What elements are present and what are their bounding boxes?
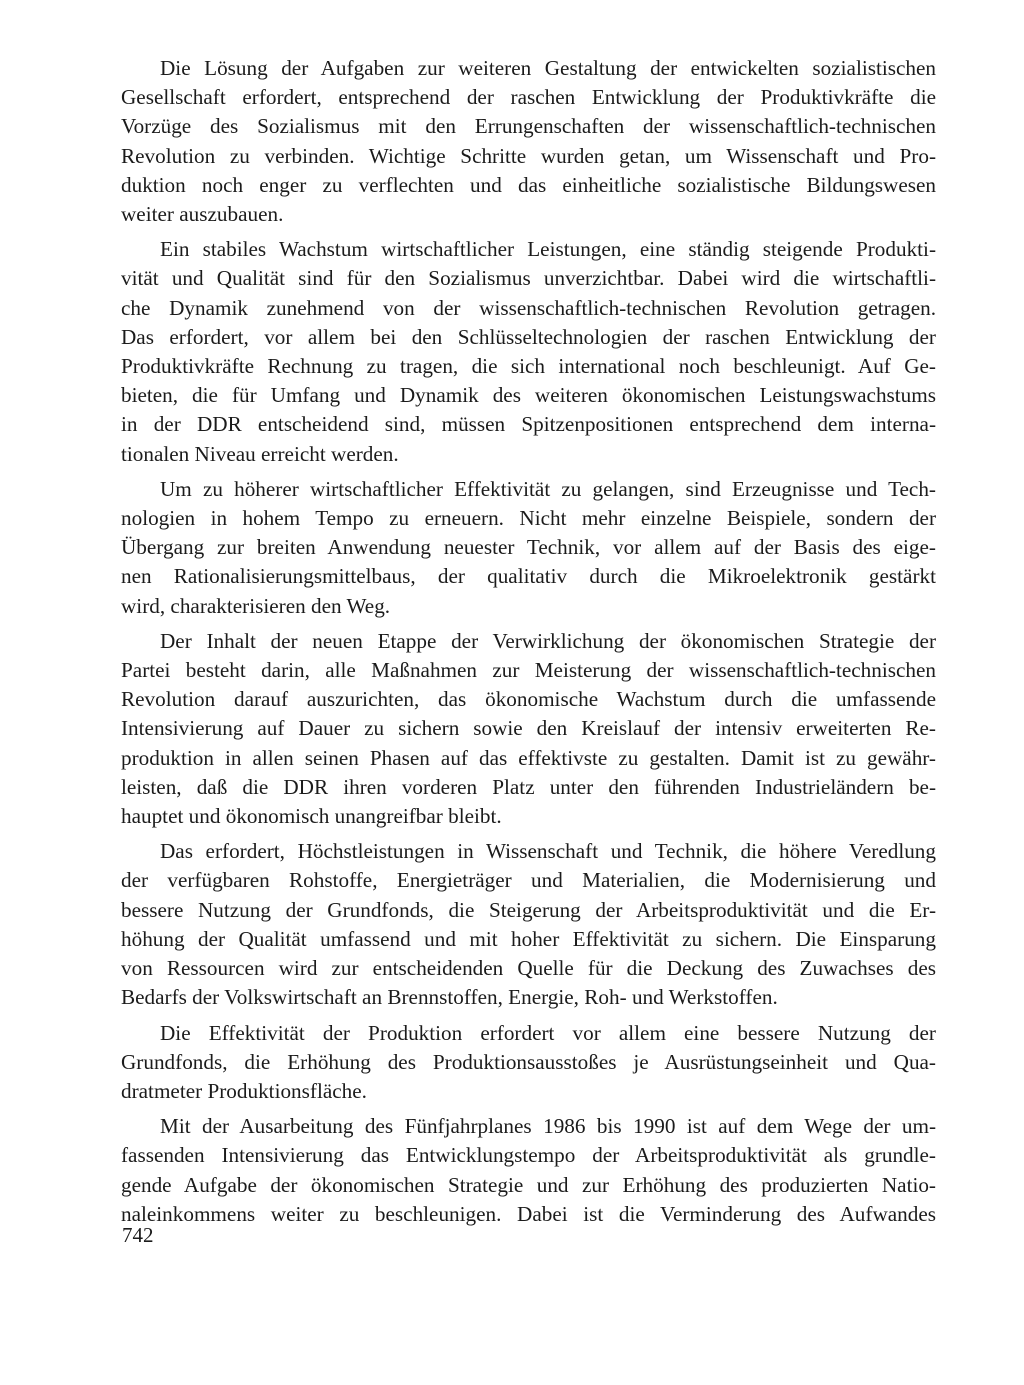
text-line: che Dynamik zunehmend von der wissenschaftlich-technischen Revolution getragen. bbox=[121, 295, 936, 320]
text-line: Vorzüge des Sozialismus mit den Errungenschaften der wissenschaftlich-technischen bbox=[121, 114, 936, 139]
text-line: duktion noch enger zu verflechten und das einheitliche sozialistische Bildungswesen bbox=[121, 172, 936, 197]
text-line: Produktivkräfte Rechnung zu tragen, die sich international noch beschleunigt. Auf Ge- bbox=[121, 354, 936, 379]
text-line: Grundfonds, die Erhöhung des Produktionsausstoßes je Ausrüstungseinheit und Qua- bbox=[121, 1049, 936, 1074]
text-line: Mit der Ausarbeitung des Fünfjahrplanes 1986 bis 1990 ist auf dem Wege der um- bbox=[160, 1114, 936, 1139]
text-line: Das erfordert, vor allem bei den Schlüsseltechnologien der raschen Entwicklung der bbox=[121, 324, 936, 349]
text-line: nen Rationalisierungsmittelbaus, der qualitativ durch die Mikroelektronik gestärkt bbox=[121, 564, 936, 589]
text-line: wird, charakterisieren den Weg. bbox=[121, 593, 391, 618]
text-line: in der DDR entscheidend sind, müssen Spitzenpositionen entsprechend dem interna- bbox=[121, 412, 936, 437]
paragraph-5 bbox=[121, 837, 936, 1012]
text-line: Gesellschaft erfordert, entsprechend der raschen Entwicklung der Produktivkräfte die bbox=[121, 85, 936, 110]
text-line: Der Inhalt der neuen Etappe der Verwirklichung der ökonomischen Strategie der bbox=[160, 628, 936, 653]
text-line: der verfügbaren Rohstoffe, Energieträger und Materialien, die Modernisierung und bbox=[121, 868, 936, 893]
paragraph-6 bbox=[121, 1019, 936, 1107]
paragraph-1 bbox=[121, 54, 936, 229]
paragraph-3 bbox=[121, 475, 936, 621]
text-line: vität und Qualität sind für den Sozialismus unverzichtbar. Dabei wird die wirtschaftli- bbox=[121, 266, 936, 291]
text-line: von Ressourcen wird zur entscheidenden Quelle für die Deckung des Zuwachses des bbox=[121, 956, 936, 981]
text-line: höhung der Qualität umfassend und mit hoher Effektivität zu sichern. Die Einsparung bbox=[121, 926, 936, 951]
text-line: Die Effektivität der Produktion erfordert vor allem eine bessere Nutzung der bbox=[160, 1020, 936, 1045]
text-line: naleinkommens weiter zu beschleunigen. Dabei ist die Verminderung des Aufwandes bbox=[121, 1201, 936, 1226]
text-line: Um zu höherer wirtschaftlicher Effektivität zu gelangen, sind Erzeugnisse und Tech- bbox=[160, 476, 936, 501]
text-line: Die Lösung der Aufgaben zur weiteren Gestaltung der entwickelten sozialistischen bbox=[160, 56, 936, 80]
text-line: leisten, daß die DDR ihren vorderen Platz unter den führenden Industrieländern be- bbox=[121, 774, 936, 799]
text-line: bessere Nutzung der Grundfonds, die Steigerung der Arbeitsproduktivität und die Er- bbox=[121, 897, 936, 922]
text-line: Revolution darauf auszurichten, das ökonomische Wachstum durch die umfassende bbox=[121, 687, 936, 712]
text-line: Bedarfs der Volkswirtschaft an Brennstoffen, Energie, Roh- und Werkstoffen. bbox=[121, 985, 778, 1010]
paragraph-4 bbox=[121, 627, 936, 831]
page-number: 742 bbox=[122, 1223, 154, 1247]
text-line: gende Aufgabe der ökonomischen Strategie und zur Erhöhung des produzierten Natio- bbox=[121, 1172, 936, 1197]
text-line: Intensivierung auf Dauer zu sichern sowie den Kreislauf der intensiv erweiterten Re- bbox=[121, 716, 936, 741]
text-line: weiter auszubauen. bbox=[121, 202, 284, 227]
text-line: Revolution zu verbinden. Wichtige Schritte wurden getan, um Wissenschaft und Pro- bbox=[121, 143, 936, 168]
document-page bbox=[121, 54, 936, 1235]
paragraph-7 bbox=[121, 1112, 936, 1229]
text-line: dratmeter Produktionsfläche. bbox=[121, 1078, 367, 1103]
paragraph-2 bbox=[121, 235, 936, 469]
text-line: fassenden Intensivierung das Entwicklungstempo der Arbeitsproduktivität als grundle- bbox=[121, 1143, 936, 1168]
text-line: Übergang zur breiten Anwendung neuester Technik, vor allem auf der Basis des eige- bbox=[121, 535, 936, 560]
text-line: nologien in hohem Tempo zu erneuern. Nicht mehr einzelne Beispiele, sondern der bbox=[121, 506, 936, 531]
text-line: Das erfordert, Höchstleistungen in Wissenschaft und Technik, die höhere Veredlung bbox=[160, 839, 936, 864]
text-line: tionalen Niveau erreicht werden. bbox=[121, 441, 399, 466]
text-line: hauptet und ökonomisch unangreifbar bleibt. bbox=[121, 804, 502, 829]
text-line: produktion in allen seinen Phasen auf das effektivste zu gestalten. Damit ist zu gewähr- bbox=[121, 745, 936, 770]
text-line: Partei besteht darin, alle Maßnahmen zur Meisterung der wissenschaftlich-technischen bbox=[121, 658, 936, 683]
text-line: Ein stabiles Wachstum wirtschaftlicher Leistungen, eine ständig steigende Produkti- bbox=[160, 237, 936, 262]
text-line: bieten, die für Umfang und Dynamik des weiteren ökonomischen Leistungswachstums bbox=[121, 383, 936, 408]
